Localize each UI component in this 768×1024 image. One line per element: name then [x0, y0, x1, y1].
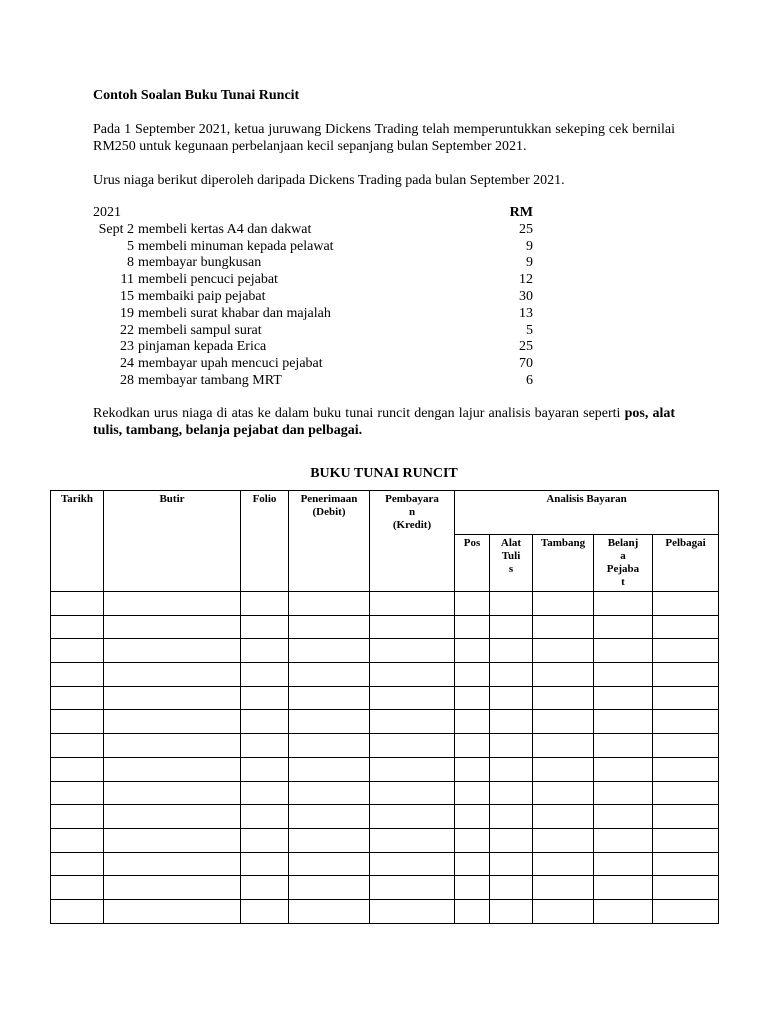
table-cell[interactable]: [533, 734, 594, 758]
table-cell[interactable]: [455, 899, 490, 923]
table-cell[interactable]: [289, 899, 370, 923]
table-cell[interactable]: [594, 899, 653, 923]
table-row: [51, 663, 719, 687]
table-row: [51, 757, 719, 781]
table-cell[interactable]: [370, 710, 455, 734]
table-cell[interactable]: [653, 781, 719, 805]
transaction-row: [93, 306, 543, 323]
table-row: [51, 899, 719, 923]
table-cell[interactable]: [241, 734, 289, 758]
header-analysis-col: Tambang: [533, 535, 594, 592]
table-cell[interactable]: [594, 876, 653, 900]
transaction-row: [93, 239, 543, 256]
transaction-row: [93, 289, 543, 306]
transaction-description: membayar upah mencuci pejabat: [138, 356, 323, 372]
transaction-row: [93, 323, 543, 340]
table-cell[interactable]: [594, 663, 653, 687]
table-cell[interactable]: [241, 615, 289, 639]
table-cell[interactable]: [490, 805, 533, 829]
table-title: BUKU TUNAI RUNCIT: [310, 466, 458, 481]
table-cell[interactable]: [51, 710, 104, 734]
table-cell[interactable]: [653, 639, 719, 663]
transaction-list: [93, 205, 543, 390]
table-cell[interactable]: [104, 899, 241, 923]
table-cell[interactable]: [533, 592, 594, 616]
transaction-amount: 13: [519, 305, 533, 321]
transactions-intro: Urus niaga berikut diperoleh daripada Dickens Trading pada bulan September 2021.: [93, 173, 565, 188]
table-cell[interactable]: [289, 828, 370, 852]
table-cell[interactable]: [51, 757, 104, 781]
table-cell[interactable]: [594, 852, 653, 876]
table-cell[interactable]: [289, 757, 370, 781]
document-title: Contoh Soalan Buku Tunai Runcit: [93, 88, 300, 103]
transaction-date: Sept 2: [98, 221, 134, 237]
table-cell[interactable]: [370, 852, 455, 876]
table-cell[interactable]: [455, 592, 490, 616]
table-cell[interactable]: [653, 757, 719, 781]
table-cell[interactable]: [51, 876, 104, 900]
transaction-amount: 5: [526, 322, 533, 338]
table-cell[interactable]: [241, 757, 289, 781]
table-cell[interactable]: [241, 852, 289, 876]
table-row: [51, 592, 719, 616]
table-cell[interactable]: [490, 899, 533, 923]
table-cell[interactable]: [104, 781, 241, 805]
table-cell[interactable]: [455, 686, 490, 710]
table-cell[interactable]: [653, 876, 719, 900]
table-cell[interactable]: [533, 828, 594, 852]
table-cell[interactable]: [51, 781, 104, 805]
transaction-row: [93, 356, 543, 373]
table-cell[interactable]: [594, 710, 653, 734]
table-cell[interactable]: [455, 781, 490, 805]
header-analisis-bayaran: Analisis Bayaran: [455, 491, 719, 535]
table-cell[interactable]: [104, 686, 241, 710]
table-cell[interactable]: [51, 852, 104, 876]
header-penerimaan: Penerimaan (Debit): [289, 491, 370, 592]
table-cell[interactable]: [533, 805, 594, 829]
table-cell[interactable]: [289, 663, 370, 687]
transaction-amount: 9: [526, 255, 533, 271]
table-cell[interactable]: [594, 639, 653, 663]
table-cell[interactable]: [490, 734, 533, 758]
transaction-date: 8: [127, 255, 134, 271]
table-cell[interactable]: [104, 615, 241, 639]
table-cell[interactable]: [533, 781, 594, 805]
petty-cash-book-table: [50, 490, 719, 924]
table-cell[interactable]: [455, 805, 490, 829]
table-row: [51, 805, 719, 829]
table-cell[interactable]: [370, 805, 455, 829]
intro-paragraph: Pada 1 September 2021, ketua juruwang Dickens Trading telah memperuntukkan sekeping cek bernilai RM250 untuk kegunaan perbelanjaan kecil sepanjang bulan September 2021.: [93, 122, 675, 154]
table-cell[interactable]: [370, 663, 455, 687]
instruction-bold-text: pos, alat tulis, tambang, belanja pejabat dan pelbagai.: [93, 406, 675, 438]
table-cell[interactable]: [104, 639, 241, 663]
table-cell[interactable]: [241, 639, 289, 663]
header-analysis-col: Alat Tuli s: [490, 535, 533, 592]
table-cell[interactable]: [289, 781, 370, 805]
instruction-text: Rekodkan urus niaga di atas ke dalam buku tunai runcit dengan lajur analisis bayaran seperti: [93, 406, 621, 421]
table-cell[interactable]: [370, 899, 455, 923]
table-cell[interactable]: [241, 663, 289, 687]
table-cell[interactable]: [455, 710, 490, 734]
table-cell[interactable]: [653, 686, 719, 710]
header-analysis-col: Pelbagai: [653, 535, 719, 592]
table-cell[interactable]: [241, 805, 289, 829]
transaction-amount: 25: [519, 221, 533, 237]
transaction-date: 5: [127, 238, 134, 254]
table-row: [51, 710, 719, 734]
table-cell[interactable]: [51, 734, 104, 758]
table-cell[interactable]: [490, 686, 533, 710]
transaction-description: membeli surat khabar dan majalah: [138, 305, 331, 321]
table-cell[interactable]: [490, 615, 533, 639]
transaction-row: [93, 255, 543, 272]
table-cell[interactable]: [289, 639, 370, 663]
table-cell[interactable]: [289, 805, 370, 829]
table-cell[interactable]: [289, 876, 370, 900]
table-cell[interactable]: [289, 734, 370, 758]
table-cell[interactable]: [51, 828, 104, 852]
table-cell[interactable]: [490, 781, 533, 805]
transaction-date: 28: [120, 372, 134, 388]
transaction-header-row: [93, 205, 543, 222]
table-cell[interactable]: [490, 828, 533, 852]
transaction-description: membayar tambang MRT: [138, 372, 282, 388]
table-cell[interactable]: [51, 663, 104, 687]
rm-header: RM: [509, 205, 533, 220]
table-cell[interactable]: [533, 757, 594, 781]
transaction-amount: 9: [526, 238, 533, 254]
table-cell[interactable]: [51, 805, 104, 829]
table-cell[interactable]: [104, 734, 241, 758]
table-cell[interactable]: [104, 710, 241, 734]
table-cell[interactable]: [370, 876, 455, 900]
table-cell[interactable]: [594, 615, 653, 639]
table-cell[interactable]: [490, 876, 533, 900]
transaction-date: 19: [120, 305, 134, 321]
table-cell[interactable]: [370, 592, 455, 616]
table-cell[interactable]: [289, 686, 370, 710]
header-folio: Folio: [241, 491, 289, 592]
transaction-amount: 70: [519, 356, 533, 372]
table-cell[interactable]: [594, 828, 653, 852]
transaction-description: membaiki paip pejabat: [138, 288, 266, 304]
table-cell[interactable]: [653, 710, 719, 734]
table-cell[interactable]: [370, 615, 455, 639]
table-cell[interactable]: [455, 663, 490, 687]
table-cell[interactable]: [455, 852, 490, 876]
table-cell[interactable]: [653, 852, 719, 876]
transaction-description: pinjaman kepada Erica: [138, 339, 267, 355]
table-cell[interactable]: [653, 663, 719, 687]
year-label: 2021: [93, 205, 121, 220]
table-row: [51, 781, 719, 805]
table-cell[interactable]: [533, 852, 594, 876]
transaction-description: membeli kertas A4 dan dakwat: [138, 221, 312, 237]
header-tarikh: Tarikh: [51, 491, 104, 592]
table-row: [51, 615, 719, 639]
transaction-row: [93, 373, 543, 390]
table-cell[interactable]: [653, 734, 719, 758]
table-cell[interactable]: [104, 852, 241, 876]
table-cell[interactable]: [594, 781, 653, 805]
table-cell[interactable]: [289, 592, 370, 616]
table-cell[interactable]: [51, 686, 104, 710]
table-cell[interactable]: [51, 639, 104, 663]
transaction-date: 15: [120, 288, 134, 304]
table-cell[interactable]: [455, 828, 490, 852]
header-analysis-col: Belanj a Pejaba t: [594, 535, 653, 592]
table-cell[interactable]: [594, 757, 653, 781]
table-cell[interactable]: [104, 663, 241, 687]
table-cell[interactable]: [241, 710, 289, 734]
transaction-row: [93, 339, 543, 356]
table-cell[interactable]: [241, 781, 289, 805]
transaction-amount: 30: [519, 288, 533, 304]
table-cell[interactable]: [289, 615, 370, 639]
table-cell[interactable]: [289, 710, 370, 734]
table-cell[interactable]: [533, 876, 594, 900]
table-cell[interactable]: [241, 592, 289, 616]
table-cell[interactable]: [490, 757, 533, 781]
table-cell[interactable]: [104, 876, 241, 900]
table-cell[interactable]: [241, 876, 289, 900]
table-cell[interactable]: [533, 639, 594, 663]
table-row: [51, 734, 719, 758]
transaction-description: membeli pencuci pejabat: [138, 272, 278, 288]
table-cell[interactable]: [370, 757, 455, 781]
transaction-date: 22: [120, 322, 134, 338]
table-cell[interactable]: [455, 876, 490, 900]
table-cell[interactable]: [653, 592, 719, 616]
table-cell[interactable]: [104, 828, 241, 852]
header-pembayaran: Pembayara n (Kredit): [370, 491, 455, 592]
table-cell[interactable]: [533, 686, 594, 710]
transaction-row: [93, 222, 543, 239]
table-cell[interactable]: [533, 615, 594, 639]
table-cell[interactable]: [490, 592, 533, 616]
table-cell[interactable]: [370, 686, 455, 710]
table-cell[interactable]: [594, 734, 653, 758]
transaction-row: [93, 272, 543, 289]
table-cell[interactable]: [490, 663, 533, 687]
table-cell[interactable]: [104, 757, 241, 781]
header-butir: Butir: [104, 491, 241, 592]
table-cell[interactable]: [533, 663, 594, 687]
table-cell[interactable]: [370, 639, 455, 663]
table-cell[interactable]: [370, 828, 455, 852]
table-row: [51, 876, 719, 900]
table-cell[interactable]: [490, 639, 533, 663]
table-row: [51, 828, 719, 852]
table-row: [51, 852, 719, 876]
table-cell[interactable]: [490, 710, 533, 734]
transaction-amount: 12: [519, 272, 533, 288]
transaction-date: 24: [120, 356, 134, 372]
table-cell[interactable]: [51, 592, 104, 616]
table-cell[interactable]: [653, 805, 719, 829]
table-cell[interactable]: [241, 899, 289, 923]
table-cell[interactable]: [653, 828, 719, 852]
transaction-description: membayar bungkusan: [138, 255, 262, 271]
table-cell[interactable]: [653, 615, 719, 639]
transaction-description: membeli sampul surat: [138, 322, 262, 338]
transaction-date: 11: [120, 272, 134, 288]
table-cell[interactable]: [370, 781, 455, 805]
table-cell[interactable]: [104, 592, 241, 616]
table-cell[interactable]: [533, 899, 594, 923]
table-cell[interactable]: [241, 828, 289, 852]
transaction-description: membeli minuman kepada pelawat: [138, 238, 334, 254]
table-cell[interactable]: [51, 615, 104, 639]
table-cell[interactable]: [455, 757, 490, 781]
instruction-paragraph: [93, 405, 675, 439]
table-cell[interactable]: [455, 639, 490, 663]
table-cell[interactable]: [594, 805, 653, 829]
table-cell[interactable]: [51, 899, 104, 923]
table-cell[interactable]: [455, 615, 490, 639]
header-analysis-col: Pos: [455, 535, 490, 592]
table-cell[interactable]: [533, 710, 594, 734]
table-cell[interactable]: [289, 852, 370, 876]
transaction-amount: 25: [519, 339, 533, 355]
table-cell[interactable]: [653, 899, 719, 923]
transaction-date: 23: [120, 339, 134, 355]
table-cell[interactable]: [594, 592, 653, 616]
table-cell[interactable]: [490, 852, 533, 876]
table-cell[interactable]: [370, 734, 455, 758]
table-row: [51, 639, 719, 663]
table-cell[interactable]: [594, 686, 653, 710]
table-cell[interactable]: [104, 805, 241, 829]
table-row: [51, 686, 719, 710]
table-cell[interactable]: [455, 734, 490, 758]
table-cell[interactable]: [241, 686, 289, 710]
transaction-amount: 6: [526, 372, 533, 388]
